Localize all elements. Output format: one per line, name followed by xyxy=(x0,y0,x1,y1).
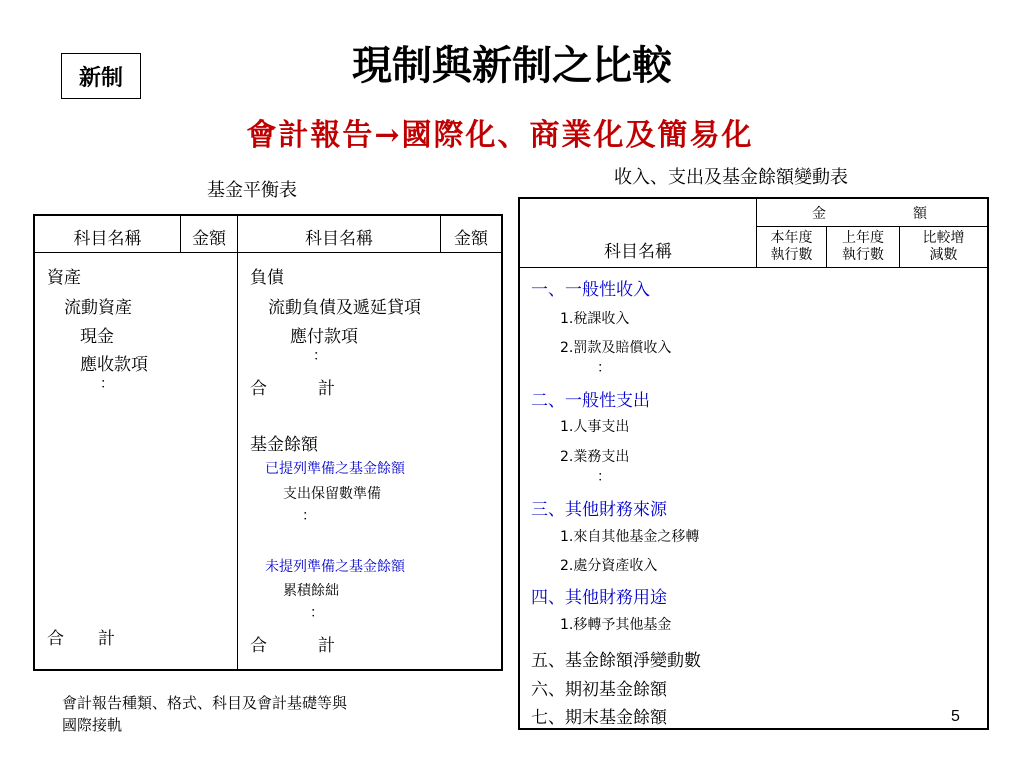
revenue-statement-caption: 收入、支出及基金餘額變動表 xyxy=(614,167,848,188)
rs-ellipsis-1: ： xyxy=(597,360,611,376)
rs-header-current xyxy=(757,230,826,264)
footnote-line-1: 會計報告種類、格式、科目及會計基礎等與 xyxy=(62,694,348,712)
rs-header-current-line1: 本年度 xyxy=(770,230,813,246)
rs-amount-divider xyxy=(756,226,989,227)
rs-section-beginning-balance: 六、期初基金餘額 xyxy=(531,680,667,700)
bs-header-right-name: 科目名稱 xyxy=(305,229,373,249)
bs-current-assets: 流動資產 xyxy=(64,298,132,318)
rs-item-fines-revenue: 2.罰款及賠償收入 xyxy=(560,340,672,356)
rs-item-transfer-in: 1.來自其他基金之移轉 xyxy=(560,529,700,545)
rs-item-personnel-expense: 1.人事支出 xyxy=(560,419,630,435)
rs-section-net-change: 五、基金餘額淨變動數 xyxy=(531,651,701,671)
rs-header-previous-line1: 上年度 xyxy=(842,230,884,246)
rs-item-asset-disposal: 2.處分資產收入 xyxy=(560,558,658,574)
footnote-line-2: 國際接軌 xyxy=(62,716,123,734)
rs-section-general-expenditure: 二、一般性支出 xyxy=(531,391,650,411)
balance-sheet-header-divider xyxy=(33,252,503,253)
rs-header-amount-right: 額 xyxy=(913,206,927,222)
rs-section-ending-balance: 七、期末基金餘額 xyxy=(531,708,667,728)
rs-header-difference-line2: 減數 xyxy=(929,247,958,263)
bs-header-right-amount: 金額 xyxy=(454,229,488,249)
rs-header-previous-line2: 執行數 xyxy=(842,247,884,263)
rs-header-difference xyxy=(900,230,987,264)
bs-assets: 資產 xyxy=(47,268,81,288)
bs-left-ellipsis: ： xyxy=(100,376,114,392)
rs-item-transfer-out: 1.移轉予其他基金 xyxy=(560,617,672,633)
rs-item-tax-revenue: 1.稅課收入 xyxy=(560,311,630,327)
rs-header-amount-left: 金 xyxy=(812,206,826,222)
bs-right-ellipsis-3: ： xyxy=(310,605,324,621)
slide-title: 現制與新制之比較 xyxy=(352,42,672,89)
bs-right-total: 合 計 xyxy=(250,636,335,656)
bs-header-left-amount: 金額 xyxy=(192,229,226,249)
bs-left-total: 合 計 xyxy=(47,629,115,649)
rs-header-current-line2: 執行數 xyxy=(770,247,813,263)
rs-section-other-financing-sources: 三、其他財務來源 xyxy=(531,500,667,520)
rs-section-other-financing-uses: 四、其他財務用途 xyxy=(531,588,667,608)
rs-ellipsis-2: ： xyxy=(597,469,611,485)
rs-header-name: 科目名稱 xyxy=(604,242,672,262)
bs-receivables: 應收款項 xyxy=(80,355,148,375)
rs-section-general-revenue: 一、一般性收入 xyxy=(531,280,650,300)
new-system-badge: 新制 xyxy=(61,53,141,99)
rs-header-divider xyxy=(518,267,989,268)
bs-right-ellipsis-2: ： xyxy=(302,508,316,524)
rs-header-difference-line1: 比較增 xyxy=(922,230,965,246)
page-number: 5 xyxy=(951,708,960,725)
balance-sheet-caption: 基金平衡表 xyxy=(207,180,297,201)
bs-right-ellipsis-1: ： xyxy=(313,348,327,364)
bs-accumulated-surplus: 累積餘絀 xyxy=(283,583,339,599)
bs-fund-balance: 基金餘額 xyxy=(250,435,318,455)
bs-header-left-name: 科目名稱 xyxy=(73,229,142,249)
balance-sheet-col-divider-2 xyxy=(237,214,238,671)
bs-liabilities-total: 合 計 xyxy=(250,379,335,399)
slide-subtitle: 會計報告→國際化、商業化及簡易化 xyxy=(246,118,754,153)
rs-item-operating-expense: 2.業務支出 xyxy=(560,449,630,465)
bs-payables: 應付款項 xyxy=(290,327,358,347)
bs-reserve-item: 支出保留數準備 xyxy=(283,486,381,502)
rs-header-previous xyxy=(827,230,899,264)
bs-liabilities: 負債 xyxy=(250,268,284,288)
bs-unreserved-fund-balance: 未提列準備之基金餘額 xyxy=(265,559,405,575)
bs-current-liabilities: 流動負債及遞延貸項 xyxy=(268,298,421,318)
bs-reserved-fund-balance: 已提列準備之基金餘額 xyxy=(265,461,405,477)
bs-cash: 現金 xyxy=(80,327,114,347)
